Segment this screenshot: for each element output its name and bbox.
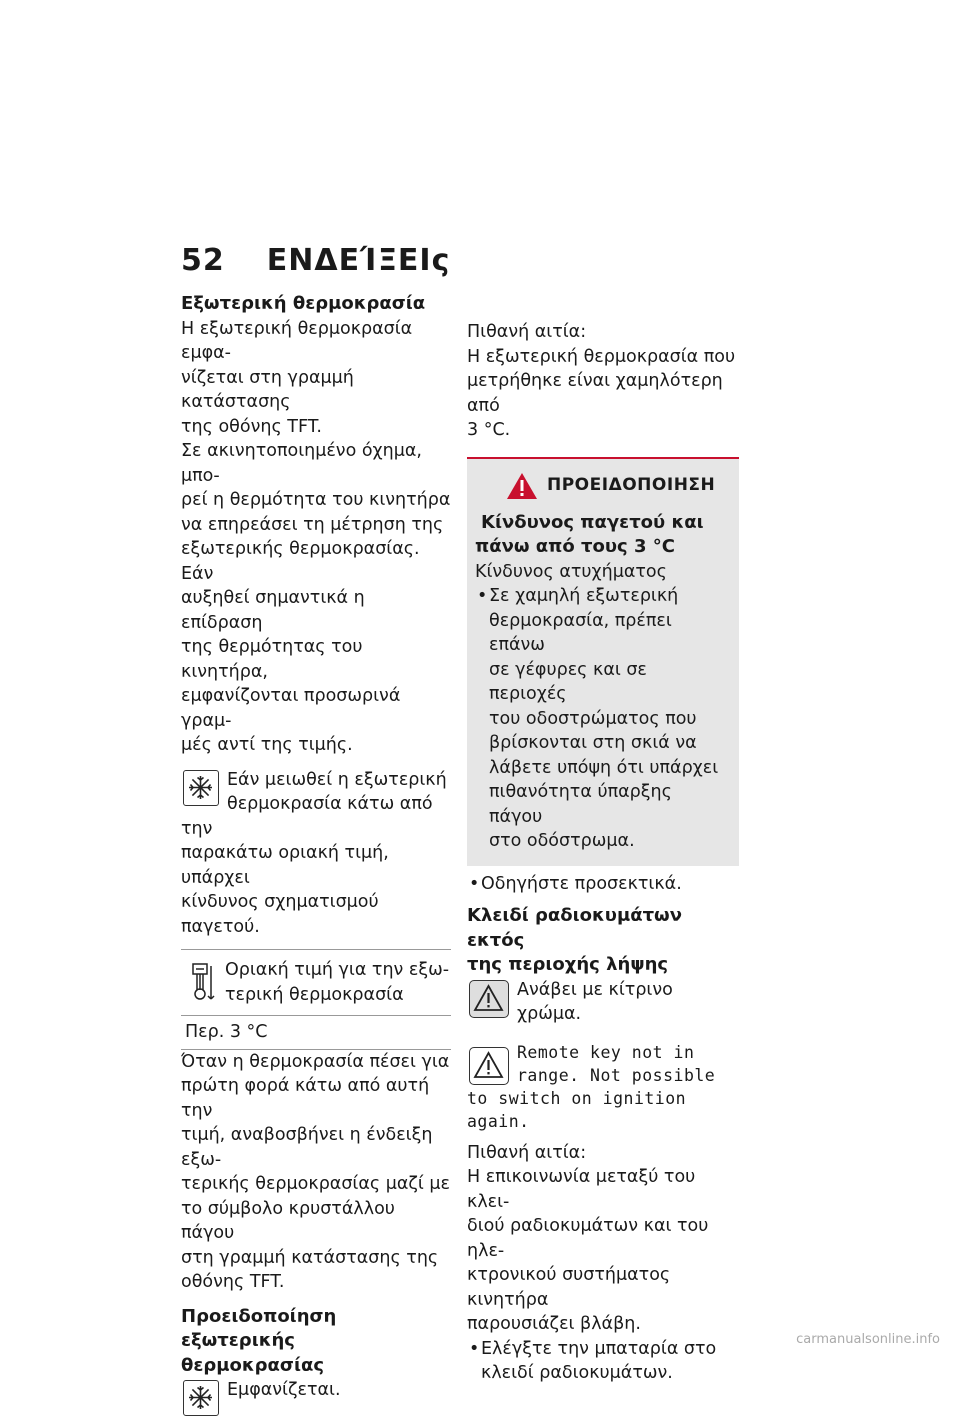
body-line: διού ραδιοκυμάτων και του ηλε- — [467, 1216, 709, 1261]
bullet-line: του οδοστρώματος που — [489, 708, 697, 729]
limit-value-table — [181, 949, 451, 1050]
body-line: της θερμότητας του κινητήρα, — [181, 637, 363, 682]
right-column — [467, 320, 739, 1386]
key-message-line: to switch on ignition — [467, 1088, 687, 1108]
body-line: πρώτη φορά κάτω από αυτή την — [181, 1076, 430, 1121]
body-line: παρουσιάζει βλάβη. — [467, 1314, 641, 1334]
section-heading-outside-temp: Εξωτερική θερμοκρασία — [181, 293, 426, 314]
body-line: εξωτερικής θερμοκρασίας. Εάν — [181, 539, 420, 584]
left-column — [181, 292, 451, 1418]
table-header-row — [181, 950, 451, 1016]
snowflake-icon — [183, 770, 219, 806]
body-line: θερμοκρασία κάτω από την — [181, 794, 433, 839]
bullet-line: κλειδί ραδιοκυμάτων. — [481, 1363, 673, 1383]
section-heading-temp-warning: θερμοκρασίας — [181, 1354, 324, 1376]
page-header — [181, 243, 450, 278]
body-line: παρακάτω οριακή τιμή, υπάρχει — [181, 843, 389, 888]
page-number: 52 — [181, 243, 225, 278]
cause-label: Πιθανή αιτία: — [467, 1142, 587, 1163]
body-line: κτρονικού συστήματος κινητήρα — [467, 1265, 671, 1310]
list-item — [475, 584, 729, 854]
bullet-line: • Ελέγξτε την μπαταρία στο — [481, 1338, 717, 1359]
body-line: ρεί η θερμότητα του κινητήρα — [181, 490, 451, 510]
body-line: Ανάβει με κίτρινο χρώμα. — [517, 979, 673, 1024]
table-label-line: τερική θερμοκρασία — [225, 984, 404, 1005]
table-label-line: Οριακή τιμή για την εξω- — [225, 960, 450, 980]
body-line: 3 °C. — [467, 420, 511, 440]
section-heading-key: της περιοχής λήψης — [467, 954, 669, 975]
watermark: carmanualsonline.info — [796, 1332, 940, 1347]
warning-triangle-icon — [469, 1047, 509, 1085]
key-light-row — [467, 978, 739, 1027]
warning-title: πάνω από τους 3 °C — [475, 536, 675, 557]
bullet-line: βρίσκονται στη σκιά να — [489, 733, 697, 753]
body-line: Όταν η θερμοκρασία πέσει για — [181, 1051, 450, 1072]
body-line: τερικής θερμοκρασίας μαζί με — [181, 1174, 450, 1194]
body-line: νίζεται στη γραμμή κατάστασης — [181, 367, 354, 412]
body-line: μές αντί της τιμής. — [181, 735, 353, 755]
warning-box — [467, 457, 739, 866]
warning-label: ΠΡΟΕΙΔΟΠΟΙΗΣΗ — [547, 475, 716, 496]
bullet-line: • Οδηγήστε προσεκτικά. — [481, 873, 682, 894]
bullet-line: πιθανότητα ύπαρξης πάγου — [489, 782, 672, 827]
body-line: κίνδυνος σχηματισμού παγετού. — [181, 892, 379, 937]
bullet-line: σε γέφυρες και σε περιοχές — [489, 659, 647, 704]
body-line: αυξηθεί σημαντικά η επίδραση — [181, 588, 365, 633]
body-line: μετρήθηκε είναι χαμηλότερη από — [467, 371, 723, 416]
body-line: της οθόνης TFT. — [181, 416, 322, 437]
body-line: το σύμβολο κρυστάλλου πάγου — [181, 1198, 395, 1243]
key-message-line: Remote key not in — [517, 1042, 695, 1062]
body-line: να επηρεάσει τη μέτρηση της — [181, 514, 444, 535]
bullet-line: στο οδόστρωμα. — [489, 831, 635, 851]
section-heading-temp-warning: Προειδοποίηση εξωτερικής — [181, 1305, 337, 1351]
bullet-line: • Σε χαμηλή εξωτερική — [489, 586, 679, 606]
table-value: Περ. 3 °C — [185, 1022, 268, 1042]
body-line: εμφανίζονται προσωρινά γραμ- — [181, 686, 401, 731]
warning-title: Κίνδυνος παγετού και — [481, 511, 704, 533]
warning-triangle-icon — [469, 980, 509, 1018]
thermometer-icon — [181, 958, 225, 1007]
body-line: Εάν μειωθεί η εξωτερική — [227, 769, 447, 790]
list-item — [467, 872, 739, 897]
warning-subtitle: Κίνδυνος ατυχήματος — [475, 561, 667, 582]
body-line: Σε ακινητοποιημένο όχημα, μπο- — [181, 441, 422, 486]
temp-warning-row — [181, 1378, 451, 1403]
list-item — [467, 1337, 739, 1386]
warning-header — [505, 471, 729, 501]
body-line: οθόνης TFT. — [181, 1272, 285, 1292]
body-line: στη γραμμή κατάστασης της — [181, 1247, 439, 1268]
bullet-line: λάβετε υπόψη ότι υπάρχει — [489, 757, 719, 778]
body-line: Η επικοινωνία μεταξύ του κλει- — [467, 1167, 696, 1212]
cause-label: Πιθανή αιτία: — [467, 322, 587, 342]
body-line: Εμφανίζεται. — [227, 1380, 341, 1400]
body-line: Η εξωτερική θερμοκρασία εμφα- — [181, 318, 413, 363]
snowflake-icon — [183, 1380, 219, 1416]
page-title: ΕΝΔΕΊΞΕΙς — [266, 243, 451, 278]
bullet-line: θερμοκρασία, πρέπει επάνω — [489, 610, 672, 655]
key-message-row — [467, 1041, 739, 1133]
key-message-line: again. — [467, 1111, 530, 1131]
key-message-line: range. Not possible — [517, 1065, 716, 1085]
body-line: Η εξωτερική θερμοκρασία που — [467, 346, 736, 367]
warning-triangle-icon — [505, 471, 539, 501]
section-heading-key: Κλειδί ραδιοκυμάτων εκτός — [467, 905, 682, 951]
frost-note — [181, 768, 451, 940]
body-line: τιμή, αναβοσβήνει η ένδειξη εξω- — [181, 1125, 433, 1170]
